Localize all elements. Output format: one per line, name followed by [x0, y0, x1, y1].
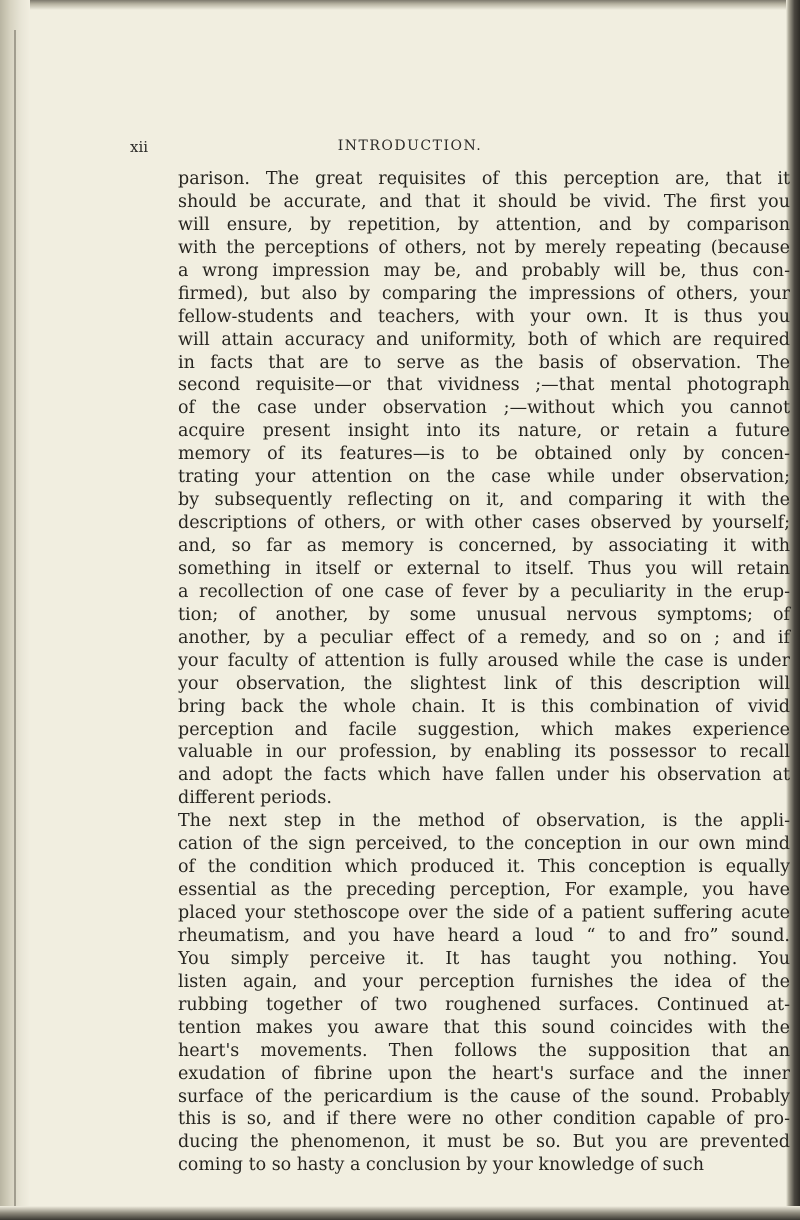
- text-line: essential as the preceding perception, For example, you have: [178, 880, 790, 901]
- body-text: [178, 168, 790, 1177]
- text-line: a recollection of one case of fever by a peculiarity in the erup-: [178, 581, 790, 602]
- text-line: rubbing together of two roughened surfaces. Continued at-: [178, 994, 790, 1015]
- text-line: by subsequently reflecting on it, and comparing it with the: [178, 490, 790, 511]
- text-line: acquire present insight into its nature, or retain a future: [178, 421, 790, 442]
- text-line: rheumatism, and you have heard a loud “ to and fro” sound.: [178, 925, 790, 946]
- text-line: heart's movements. Then follows the supposition that an: [178, 1040, 790, 1061]
- text-line: memory of its features—is to be obtained only by concen-: [178, 444, 790, 465]
- text-line: ducing the phenomenon, it must be so. But you are prevented: [178, 1132, 790, 1153]
- text-line: different periods.: [178, 788, 332, 809]
- text-line: cation of the sign perceived, to the conception in our own mind: [178, 834, 790, 855]
- text-line: and, so far as memory is concerned, by associating it with: [178, 536, 790, 556]
- text-line: your observation, the slightest link of this description will: [178, 673, 790, 694]
- text-line: You simply perceive it. It has taught you nothing. You: [178, 948, 790, 969]
- text-line: perception and facile suggestion, which makes experience: [178, 719, 790, 740]
- text-line: another, by a peculiar effect of a remedy, and so on ; and if: [178, 627, 790, 648]
- page-number: xii: [130, 138, 149, 156]
- text-line: tention makes you aware that this sound coincides with the: [178, 1017, 790, 1038]
- scan-edge-bottom: [0, 1206, 800, 1220]
- text-line: fellow-students and teachers, with your own. It is thus you: [178, 306, 790, 327]
- text-line: valuable in our profession, by enabling its possessor to recall: [178, 742, 790, 763]
- text-line: listen again, and your perception furnishes the idea of the: [178, 971, 790, 992]
- scan-edge-top: [0, 0, 800, 10]
- text-line: The next step in the method of observation, is the appli-: [178, 811, 790, 832]
- text-line: second requisite—or that vividness ;—that mental photograph: [178, 375, 790, 396]
- page-header: [130, 138, 690, 162]
- text-line: firmed), but also by comparing the impressions of others, your: [178, 283, 790, 304]
- text-line: of the case under observation ;—without which you cannot: [178, 398, 790, 419]
- text-line: something in itself or external to itself. Thus you will retain: [178, 558, 790, 579]
- running-head: INTRODUCTION.: [337, 138, 483, 154]
- binding-shadow-line: [14, 30, 16, 1210]
- text-line: descriptions of others, or with other cases observed by yourself;: [178, 513, 790, 534]
- text-line: exudation of fibrine upon the heart's surface and the inner: [178, 1063, 790, 1084]
- text-line: this is so, and if there were no other condition capable of pro-: [178, 1109, 790, 1130]
- text-line: bring back the whole chain. It is this combination of vivid: [178, 696, 790, 717]
- text-line: with the perceptions of others, not by merely repeating (because: [178, 237, 790, 258]
- text-line: parison. The great requisites of this perception are, that it: [178, 169, 790, 189]
- text-line: will attain accuracy and uniformity, both of which are required: [178, 329, 790, 350]
- text-line: your faculty of attention is fully aroused while the case is under: [178, 650, 790, 671]
- text-line: and adopt the facts which have fallen under his observation at: [178, 765, 790, 786]
- text-line: will ensure, by repetition, by attention, and by comparison: [178, 214, 790, 235]
- text-line: of the condition which produced it. This conception is equally: [178, 857, 790, 878]
- text-line: trating your attention on the case while under observation;: [178, 467, 790, 488]
- text-line: coming to so hasty a conclusion by your knowledge of such: [178, 1155, 704, 1176]
- text-line: should be accurate, and that it should be vivid. The first you: [178, 191, 790, 212]
- text-line: tion; of another, by some unusual nervous symptoms; of: [178, 604, 790, 625]
- text-line: in facts that are to serve as the basis of observation. The: [178, 352, 790, 373]
- text-line: placed your stethoscope over the side of a patient suffering acute: [178, 903, 790, 923]
- text-line: surface of the pericardium is the cause of the sound. Probably: [178, 1086, 790, 1107]
- text-line: a wrong impression may be, and probably will be, thus con-: [178, 260, 790, 281]
